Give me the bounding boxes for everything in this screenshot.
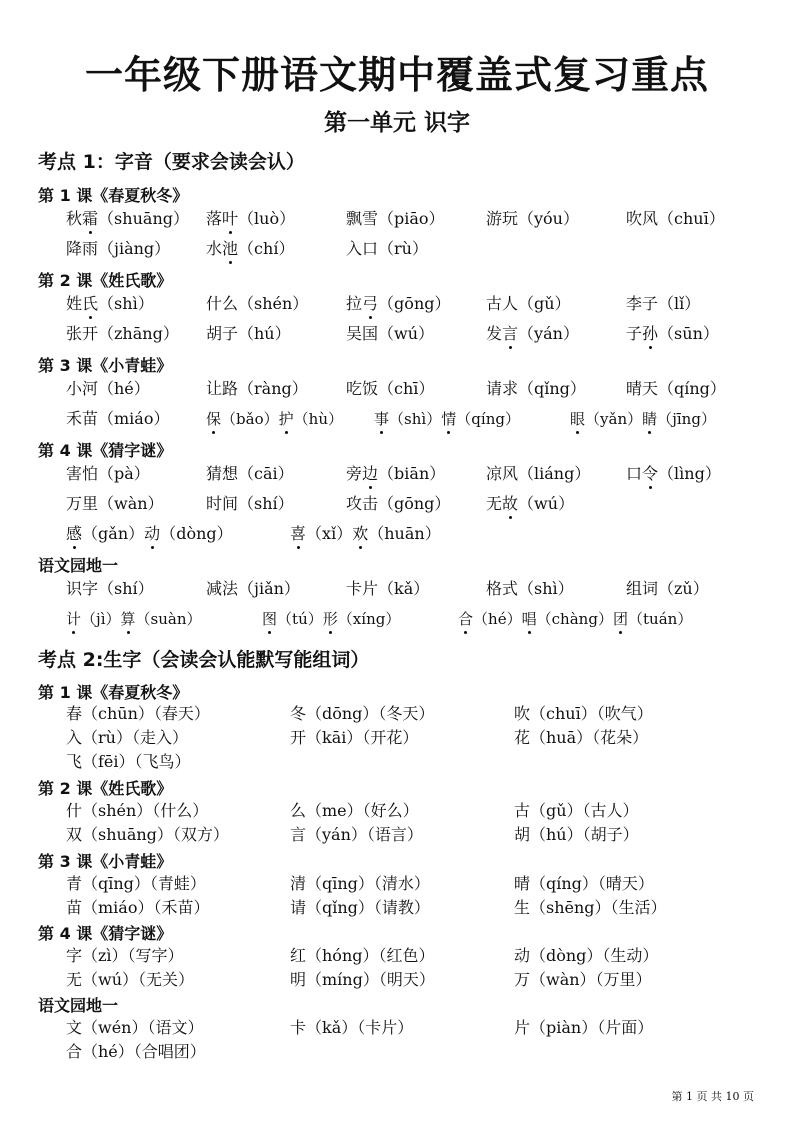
list-item: 子孙（sūn） xyxy=(626,324,719,343)
list-item: 事（shì）情（qíng） xyxy=(374,410,520,428)
s1-l3-row2 xyxy=(0,408,794,432)
s2-l4-row2 xyxy=(0,969,794,993)
s2-l5-row1 xyxy=(0,1017,794,1041)
s2-lesson5-title: 语文园地一 xyxy=(38,996,119,1015)
section1-heading: 考点 1：字音（要求会读会认） xyxy=(38,151,305,173)
list-item: 时间（shí） xyxy=(206,494,294,513)
list-item: 图（tú）形（xíng） xyxy=(262,610,401,628)
list-item: 发言（yán） xyxy=(486,324,579,343)
list-item: 吴国（wú） xyxy=(346,324,435,343)
list-item: 禾苗（miáo） xyxy=(66,409,170,428)
list-item: 胡子（hú） xyxy=(206,324,291,343)
list-item: 组词（zǔ） xyxy=(626,579,709,598)
list-item: 万里（wàn） xyxy=(66,494,164,513)
list-item: 吃饭（chī） xyxy=(346,379,435,398)
list-item: 旁边（biān） xyxy=(346,464,446,483)
s1-lesson5-title: 语文园地一 xyxy=(38,556,119,575)
s1-l2-row1 xyxy=(0,293,794,317)
list-item: 开（kāi）（开花） xyxy=(290,728,419,747)
list-item: 冬（dōng）（冬天） xyxy=(290,704,435,723)
list-item: 水池（chí） xyxy=(206,239,295,258)
list-item: 减法（jiǎn） xyxy=(206,579,300,598)
list-item: 卡片（kǎ） xyxy=(346,579,430,598)
list-item: 凉风（liáng） xyxy=(486,464,591,483)
list-item: 春（chūn）（春天） xyxy=(66,704,210,723)
s1-lesson3-title: 第 3 课《小青蛙》 xyxy=(38,356,173,375)
list-item: 入口（rù） xyxy=(346,239,428,258)
list-item: 卡（kǎ）（卡片） xyxy=(290,1018,414,1037)
list-item: 喜（xǐ）欢（huān） xyxy=(290,524,441,543)
list-item: 猜想（cāi） xyxy=(206,464,294,483)
list-item: 拉弓（gōng） xyxy=(346,294,451,313)
list-item: 入（rù）（走入） xyxy=(66,728,188,747)
s2-l2-row2 xyxy=(0,824,794,848)
s2-l5-row2 xyxy=(0,1041,794,1065)
list-item: 合（hé）唱（chàng）团（tuán） xyxy=(458,610,693,628)
list-item: 保（bǎo）护（hù） xyxy=(206,410,344,428)
s2-l4-row1 xyxy=(0,945,794,969)
list-item: 无（wú）（无关） xyxy=(66,970,195,989)
s2-l3-row2 xyxy=(0,897,794,921)
list-item: 片（piàn）（片面） xyxy=(514,1018,654,1037)
s1-l4-row2 xyxy=(0,493,794,517)
list-item: 苗（miáo）（禾苗） xyxy=(66,898,210,917)
list-item: 晴天（qíng） xyxy=(626,379,726,398)
list-item: 字（zì）（写字） xyxy=(66,946,184,965)
list-item: 识字（shí） xyxy=(66,579,154,598)
list-item: 么（me）（好么） xyxy=(290,801,419,820)
list-item: 吹（chuī）（吹气） xyxy=(514,704,653,723)
list-item: 口令（lìng） xyxy=(626,464,721,483)
list-item: 请求（qǐng） xyxy=(486,379,586,398)
list-item: 晴（qíng）（晴天） xyxy=(514,874,654,893)
list-item: 什么（shén） xyxy=(206,294,309,313)
document-title: 一年级下册语文期中覆盖式复习重点 xyxy=(84,53,709,97)
list-item: 感（gǎn）动（dòng） xyxy=(66,524,233,543)
list-item: 万（wàn）（万里） xyxy=(514,970,652,989)
list-item: 眼（yǎn）睛（jīng） xyxy=(570,410,716,428)
s2-lesson3-title: 第 3 课《小青蛙》 xyxy=(38,852,173,871)
s2-l1-row3 xyxy=(0,751,794,775)
s1-lesson1-title: 第 1 课《春夏秋冬》 xyxy=(38,186,189,205)
s2-l1-row2 xyxy=(0,727,794,751)
list-item: 飞（fēi）（飞鸟） xyxy=(66,752,191,771)
s1-l5-row1 xyxy=(0,578,794,602)
list-item: 青（qīng）（青蛙） xyxy=(66,874,206,893)
list-item: 攻击（gōng） xyxy=(346,494,451,513)
list-item: 秋霜（shuāng） xyxy=(66,209,190,228)
list-item: 游玩（yóu） xyxy=(486,209,579,228)
page-number: 第 1 页 共 10 页 xyxy=(671,1090,754,1103)
s1-l5-row2 xyxy=(0,608,794,632)
list-item: 计（jì）算（suàn） xyxy=(66,610,202,628)
list-item: 动（dòng）（生动） xyxy=(514,946,659,965)
s1-l4-row3 xyxy=(0,523,794,547)
s1-l3-row1 xyxy=(0,378,794,402)
list-item: 格式（shì） xyxy=(486,579,574,598)
s1-l1-row2 xyxy=(0,238,794,262)
s1-l1-row1 xyxy=(0,208,794,232)
list-item: 生（shēng）（生活） xyxy=(514,898,667,917)
list-item: 清（qīng）（清水） xyxy=(290,874,430,893)
list-item: 请（qǐng）（请教） xyxy=(290,898,430,917)
list-item: 古（gǔ）（古人） xyxy=(514,801,639,820)
list-item: 红（hóng）（红色） xyxy=(290,946,435,965)
s1-l4-row1 xyxy=(0,463,794,487)
list-item: 言（yán）（语言） xyxy=(290,825,423,844)
list-item: 张开（zhāng） xyxy=(66,324,179,343)
list-item: 双（shuāng）（双方） xyxy=(66,825,229,844)
s1-lesson4-title: 第 4 课《猜字谜》 xyxy=(38,441,173,460)
list-item: 无故（wú） xyxy=(486,494,575,513)
list-item: 姓氏（shì） xyxy=(66,294,154,313)
s2-lesson4-title: 第 4 课《猜字谜》 xyxy=(38,924,173,943)
section2-heading: 考点 2:生字（会读会认能默写能组词） xyxy=(38,649,370,671)
list-item: 让路（ràng） xyxy=(206,379,308,398)
list-item: 李子（lǐ） xyxy=(626,294,701,313)
s1-lesson2-title: 第 2 课《姓氏歌》 xyxy=(38,271,173,290)
list-item: 合（hé）（合唱团） xyxy=(66,1042,206,1061)
list-item: 古人（gǔ） xyxy=(486,294,571,313)
list-item: 花（huā）（花朵） xyxy=(514,728,649,747)
s2-l2-row1 xyxy=(0,800,794,824)
list-item: 害怕（pà） xyxy=(66,464,150,483)
list-item: 文（wén）（语文） xyxy=(66,1018,204,1037)
list-item: 小河（hé） xyxy=(66,379,150,398)
list-item: 什（shén）（什么） xyxy=(66,801,209,820)
s1-l2-row2 xyxy=(0,323,794,347)
list-item: 降雨（jiàng） xyxy=(66,239,171,258)
list-item: 明（míng）（明天） xyxy=(290,970,435,989)
s2-lesson2-title: 第 2 课《姓氏歌》 xyxy=(38,779,173,798)
list-item: 胡（hú）（胡子） xyxy=(514,825,639,844)
s2-l3-row1 xyxy=(0,873,794,897)
unit-title: 第一单元 识字 xyxy=(323,110,470,136)
list-item: 飘雪（piāo） xyxy=(346,209,445,228)
list-item: 吹风（chuī） xyxy=(626,209,725,228)
s2-l1-row1 xyxy=(0,703,794,727)
list-item: 落叶（luò） xyxy=(206,209,296,228)
s2-lesson1-title: 第 1 课《春夏秋冬》 xyxy=(38,683,189,702)
